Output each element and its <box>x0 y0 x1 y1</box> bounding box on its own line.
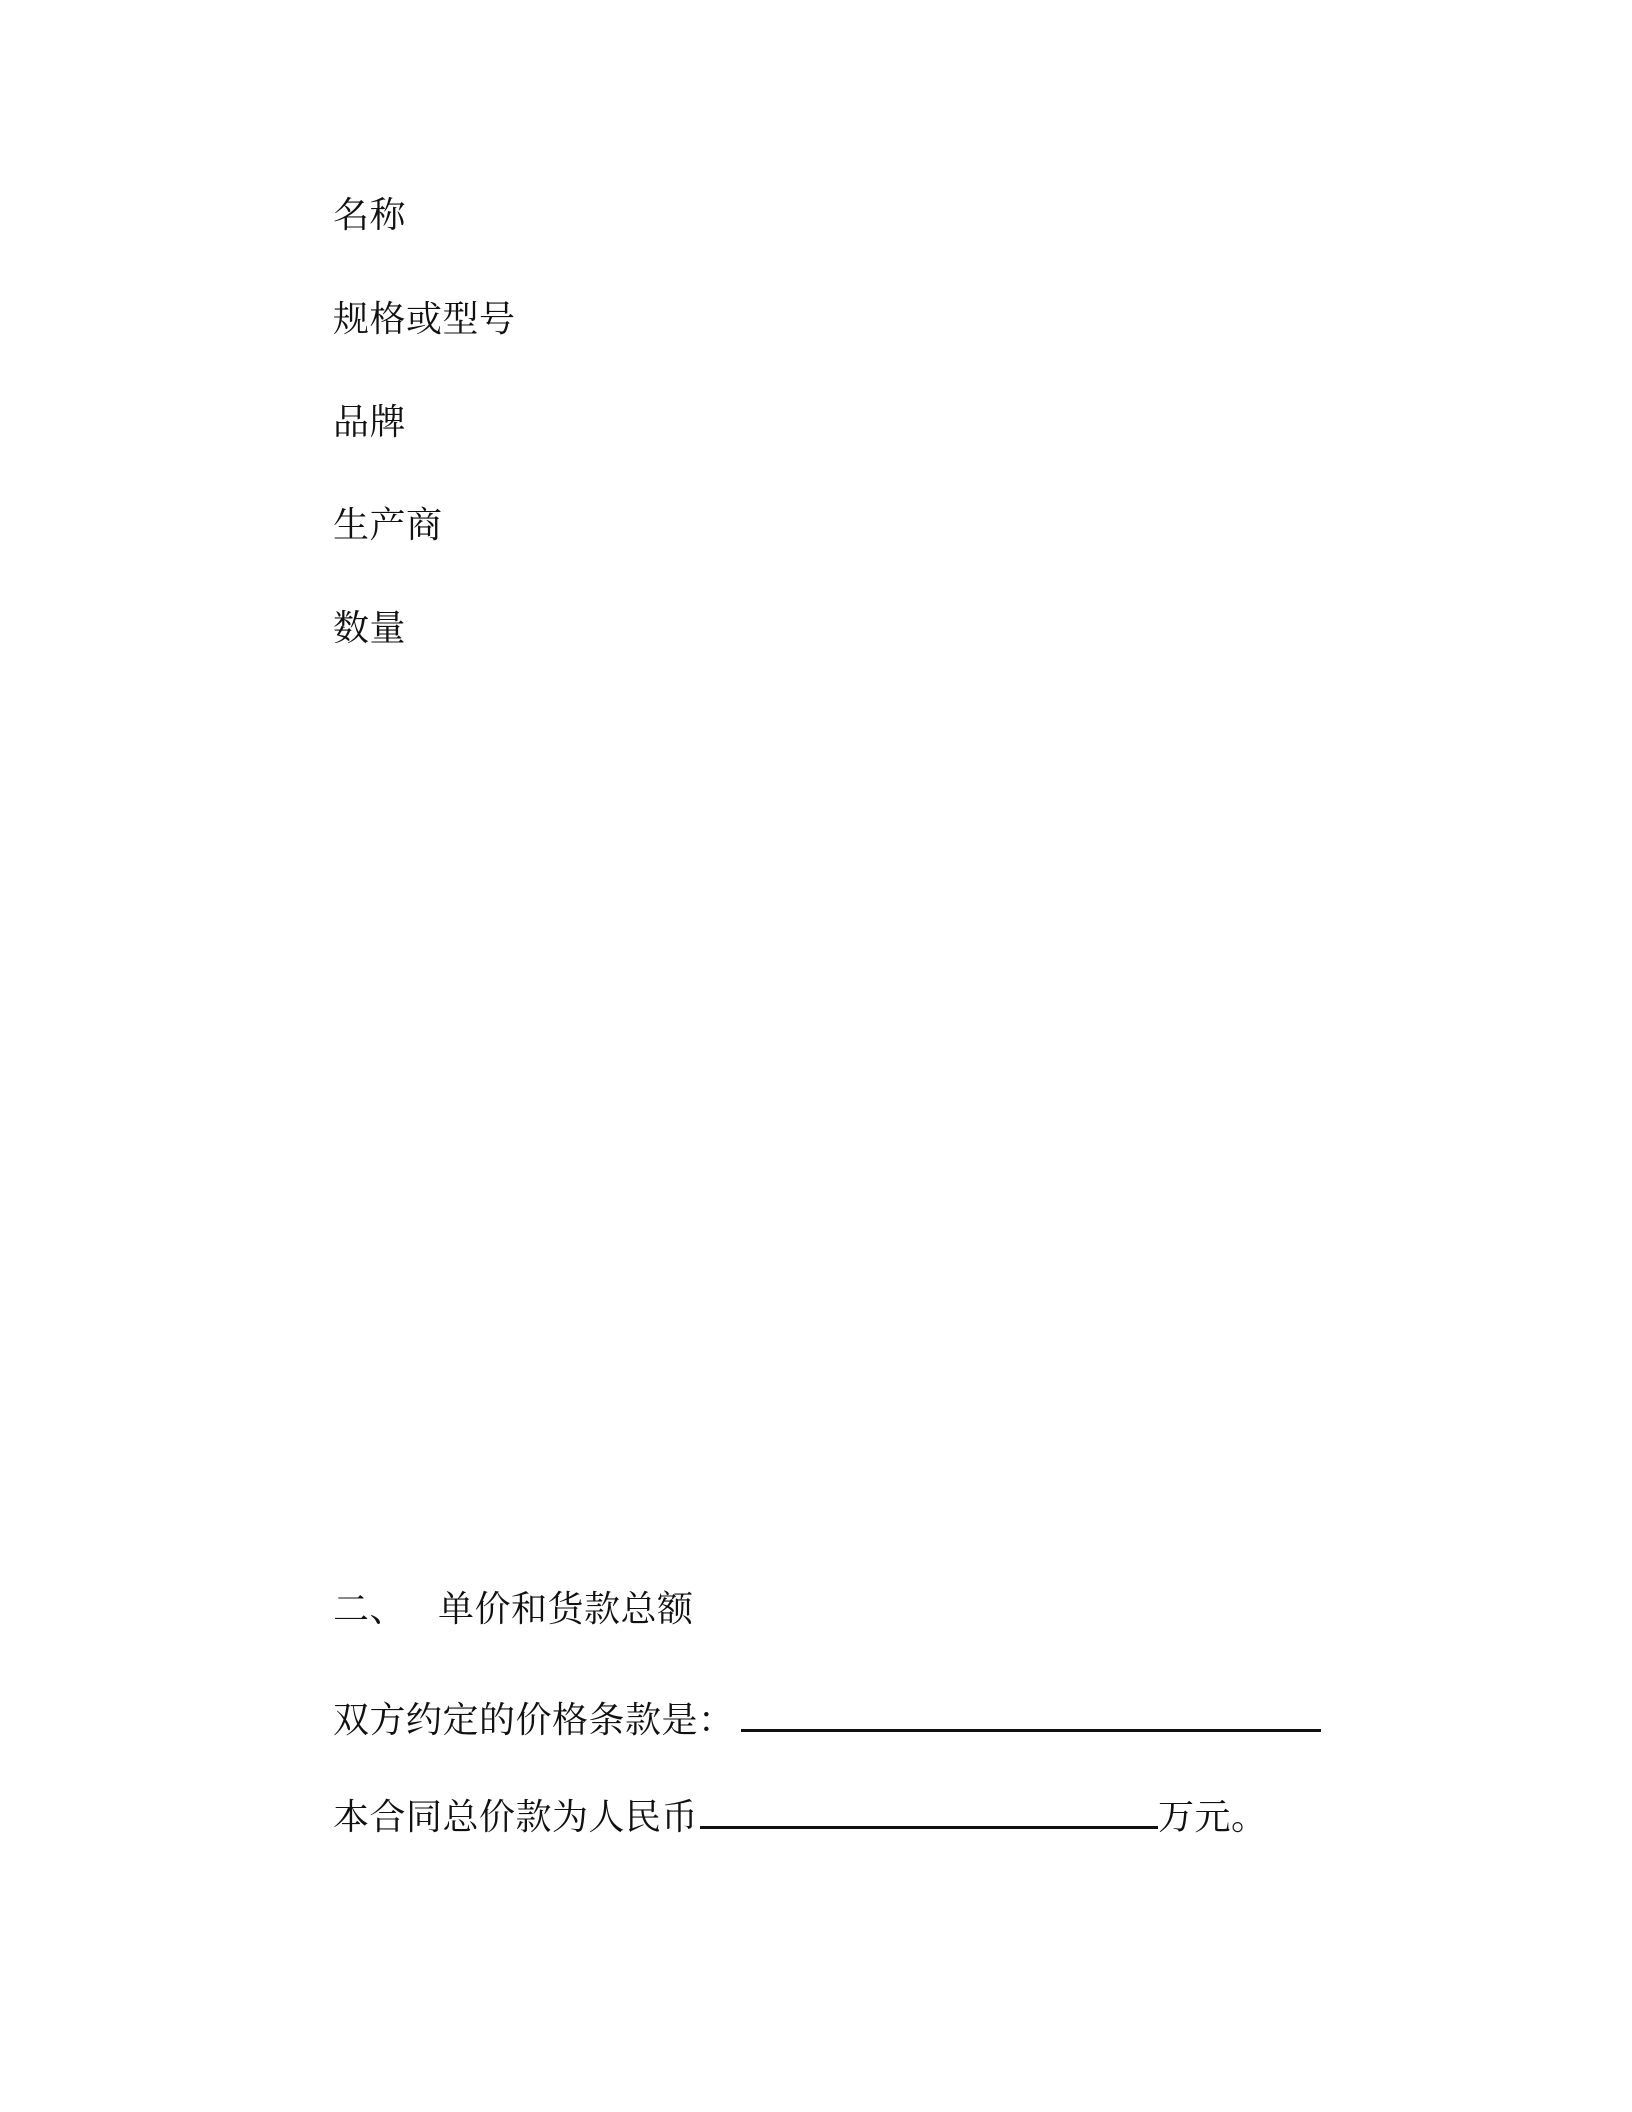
total-price-suffix: 万元。 <box>1158 1797 1268 1838</box>
item-spec-label: 规格或型号 <box>333 299 516 340</box>
section-number: 二、 <box>333 1589 407 1630</box>
section-heading <box>333 1588 694 1632</box>
total-price-line <box>333 1796 1268 1840</box>
total-price-blank[interactable] <box>700 1796 1158 1829</box>
price-terms-line <box>333 1699 1321 1743</box>
total-price-prefix: 本合同总价款为人民币 <box>333 1797 699 1838</box>
item-quantity-label: 数量 <box>333 608 407 649</box>
item-maker-label: 生产商 <box>333 505 443 546</box>
item-name-label: 名称 <box>333 195 407 236</box>
item-brand-label: 品牌 <box>333 402 407 443</box>
price-terms-label: 双方约定的价格条款是： <box>333 1700 735 1741</box>
price-terms-blank[interactable] <box>741 1699 1321 1732</box>
section-title: 单价和货款总额 <box>438 1589 694 1630</box>
